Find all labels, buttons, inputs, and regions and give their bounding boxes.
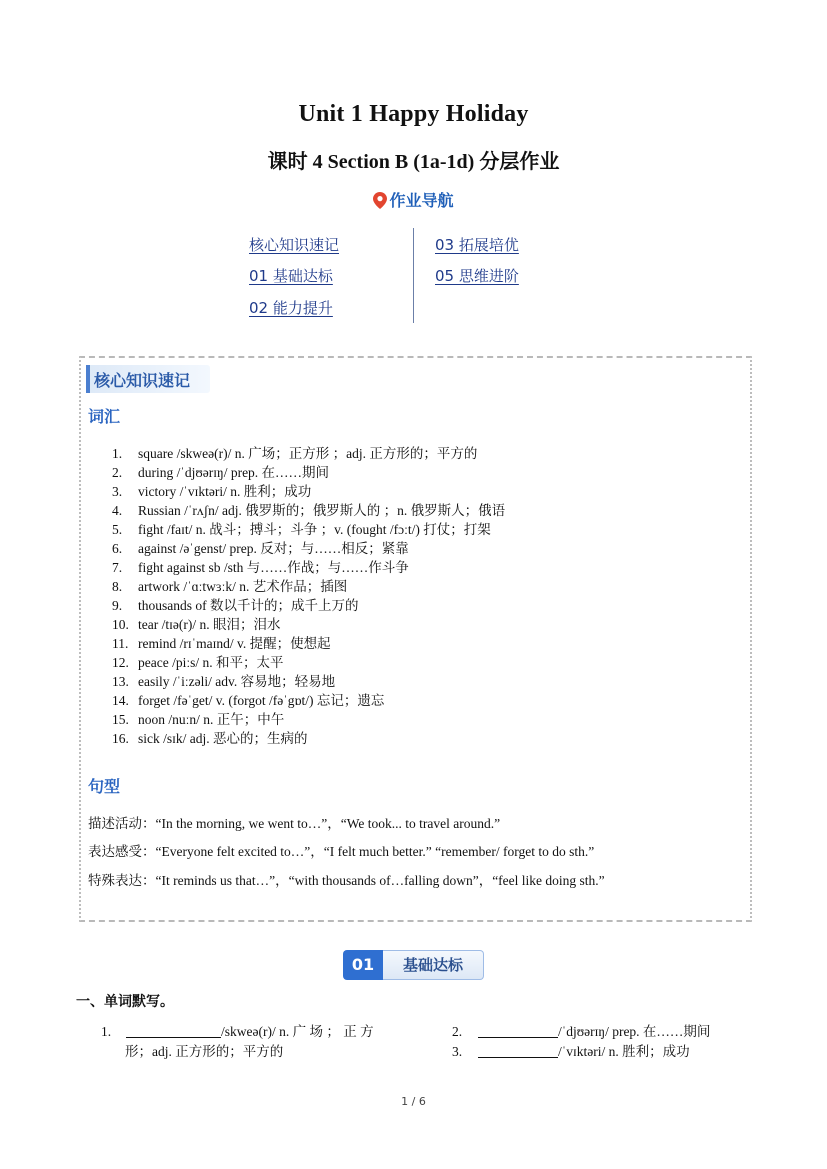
pattern-line: 描述活动：“In the morning, we went to…”，“We took... to travel around.”	[88, 816, 501, 831]
list-item: 12. peace /piːs/ n. 和平；太平	[112, 655, 284, 670]
list-item: 13. easily /ˈiːzəli/ adv. 容易地；轻易地	[112, 674, 336, 689]
list-item: 10. tear /tɪə(r)/ n. 眼泪；泪水	[112, 617, 281, 632]
section-01-badge	[343, 950, 484, 980]
answer-blank[interactable]	[478, 1043, 558, 1058]
nav-title-text: 作业导航	[389, 191, 454, 210]
nav-link-thinking[interactable]: 05 思维进阶	[435, 267, 519, 285]
list-item: 6. against /əˈgenst/ prep. 反对；与……相反；紧靠	[112, 541, 409, 556]
exercise-heading: 一、单词默写。	[76, 994, 174, 1010]
knowledge-tab-accent	[86, 365, 90, 393]
nav-link-extension[interactable]: 03 拓展培优	[435, 236, 519, 254]
list-item: 8. artwork /ˈɑːtwɜːk/ n. 艺术作品；插图	[112, 579, 348, 594]
nav-link-core-knowledge[interactable]: 核心知识速记	[249, 236, 340, 254]
list-item: 3. victory /ˈvɪktəri/ n. 胜利；成功	[112, 484, 312, 499]
list-item: 15. noon /nuːn/ n. 正午；中午	[112, 712, 285, 727]
page-number: 1 / 6	[401, 1095, 426, 1108]
pattern-heading: 句型	[88, 777, 121, 796]
section-label: 基础达标	[383, 950, 484, 980]
location-pin-icon	[373, 192, 387, 213]
homework-nav-title	[0, 188, 827, 213]
exercise-item-1: 1. /skweə(r)/ n. 广 场 ； 正 方	[101, 1024, 374, 1039]
list-item: 16. sick /sɪk/ adj. 恶心的；生病的	[112, 731, 308, 746]
list-item: 9. thousands of 数以千计的；成千上万的	[112, 598, 359, 613]
nav-link-basic[interactable]: 01 基础达标	[249, 267, 333, 285]
list-item: 11. remind /rɪˈmaɪnd/ v. 提醒；使想起	[112, 636, 331, 651]
list-item: 14. forget /fəˈget/ v. (forgot /fəˈgɒt/) 忘记；遗忘	[112, 693, 385, 708]
list-item: 7. fight against sb /sth 与……作战；与……作斗争	[112, 560, 409, 575]
pattern-line: 特殊表达：“It reminds us that…”，“with thousands of…falling down”，“feel like doing sth.”	[88, 873, 605, 888]
list-item: 5. fight /faɪt/ n. 战斗；搏斗；斗争 ；v. (fought /fɔːt/) 打仗；打架	[112, 522, 491, 537]
vocab-list	[112, 444, 505, 748]
knowledge-title: 核心知识速记	[94, 371, 191, 390]
answer-blank[interactable]	[126, 1023, 221, 1038]
answer-blank[interactable]	[478, 1023, 558, 1038]
page-title: Unit 1 Happy Holiday	[298, 101, 529, 127]
vocab-heading: 词汇	[88, 407, 121, 426]
nav-divider	[413, 228, 414, 323]
exercise-item-1-cont: 形；adj. 正方形的；平方的	[125, 1044, 284, 1059]
section-number: 01	[343, 950, 383, 980]
pattern-line: 表达感受：“Everyone felt excited to…”，“I felt much better.” “remember/ forget to do sth.”	[88, 844, 595, 859]
exercise-item-2: 2. /ˈdjʊərɪŋ/ prep. 在……期间	[452, 1024, 711, 1039]
list-item: 1. square /skweə(r)/ n. 广场；正方形 ；adj. 正方形的；平方的	[112, 446, 478, 461]
exercise-item-3: 3. /ˈvɪktəri/ n. 胜利；成功	[452, 1044, 690, 1059]
page-subtitle: 课时 4 Section B (1a-1d) 分层作业	[267, 151, 560, 173]
nav-link-ability[interactable]: 02 能力提升	[249, 299, 333, 317]
list-item: 4. Russian /ˈrʌʃn/ adj. 俄罗斯的；俄罗斯人的 ；n. 俄罗斯人；俄语	[112, 503, 506, 518]
list-item: 2. during /ˈdjʊərɪŋ/ prep. 在……期间	[112, 465, 330, 480]
